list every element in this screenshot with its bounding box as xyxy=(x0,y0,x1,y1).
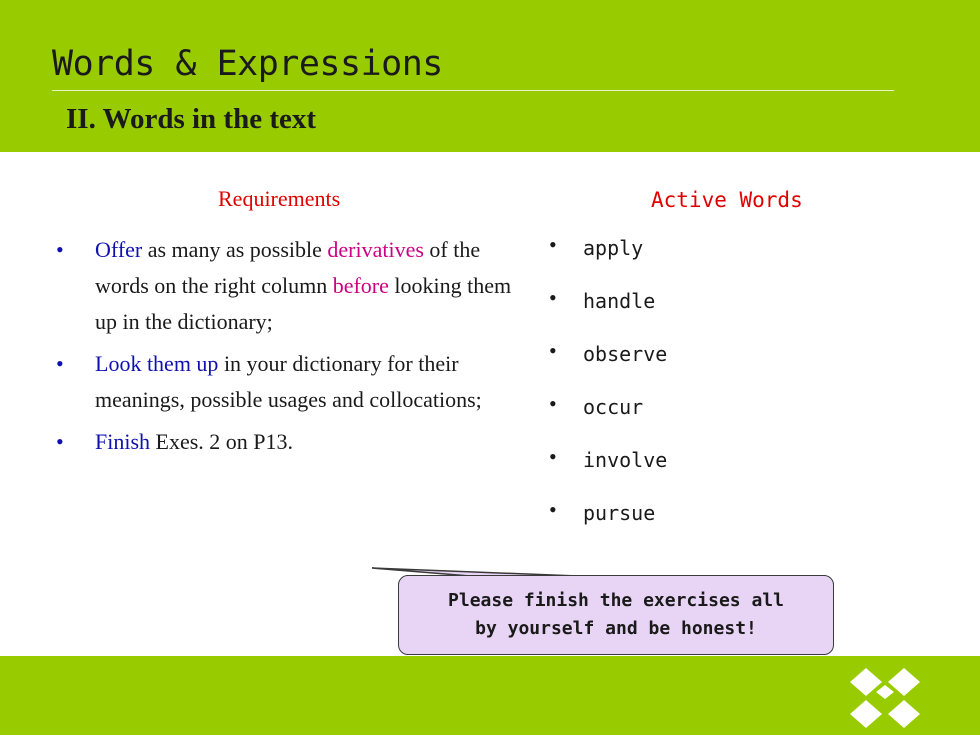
footer-band xyxy=(0,656,980,735)
active-word: pursue xyxy=(583,501,656,525)
requirements-list xyxy=(56,232,526,466)
title-divider xyxy=(52,90,894,91)
requirement-text: looking them up in the dictionary; xyxy=(95,273,512,334)
requirement-text: of the words on the right column xyxy=(95,237,481,298)
active-word: involve xyxy=(583,448,668,472)
slide-title: Words & Expressions xyxy=(52,44,443,84)
bullet-icon: • xyxy=(549,497,557,522)
active-word-item xyxy=(549,232,667,289)
requirement-text: Exes. 2 on P13. xyxy=(150,429,294,454)
requirement-highlight: derivatives xyxy=(327,237,424,262)
slide-subtitle: II. Words in the text xyxy=(66,103,317,135)
four-diamonds-icon xyxy=(848,666,922,730)
bullet-icon: • xyxy=(549,391,557,416)
active-words-list xyxy=(549,232,668,554)
active-word: handle xyxy=(583,289,656,313)
requirement-item xyxy=(56,424,526,460)
requirement-text: in your dictionary for their meanings, possible usages and collocations; xyxy=(95,351,482,412)
active-word-item xyxy=(549,444,668,501)
requirement-text: as many as possible xyxy=(142,237,328,262)
callout-line: Please finish the exercises all xyxy=(448,590,784,611)
bullet-icon: • xyxy=(56,351,64,376)
requirements-heading: Requirements xyxy=(218,186,341,211)
requirement-highlight: before xyxy=(332,273,389,298)
active-word-item xyxy=(549,285,667,342)
active-word: occur xyxy=(583,395,644,419)
bullet-icon: • xyxy=(549,338,557,363)
active-word: observe xyxy=(583,342,668,366)
requirement-lead: Finish xyxy=(95,429,151,454)
active-word-item xyxy=(549,391,667,448)
requirement-item xyxy=(56,346,526,418)
active-word: apply xyxy=(583,236,644,260)
requirement-item xyxy=(56,232,526,340)
requirement-lead: Offer xyxy=(95,237,143,262)
callout-line: by yourself and be honest! xyxy=(475,618,757,639)
bullet-icon: • xyxy=(56,429,64,454)
active-words-heading: Active Words xyxy=(651,188,803,212)
active-word-item xyxy=(549,338,668,395)
active-word-item xyxy=(549,497,667,554)
bullet-icon: • xyxy=(56,237,64,262)
requirement-lead: Look them up xyxy=(95,351,219,376)
bullet-icon: • xyxy=(549,285,557,310)
bullet-icon: • xyxy=(549,232,557,257)
callout-box xyxy=(398,575,834,655)
bullet-icon: • xyxy=(549,444,557,469)
